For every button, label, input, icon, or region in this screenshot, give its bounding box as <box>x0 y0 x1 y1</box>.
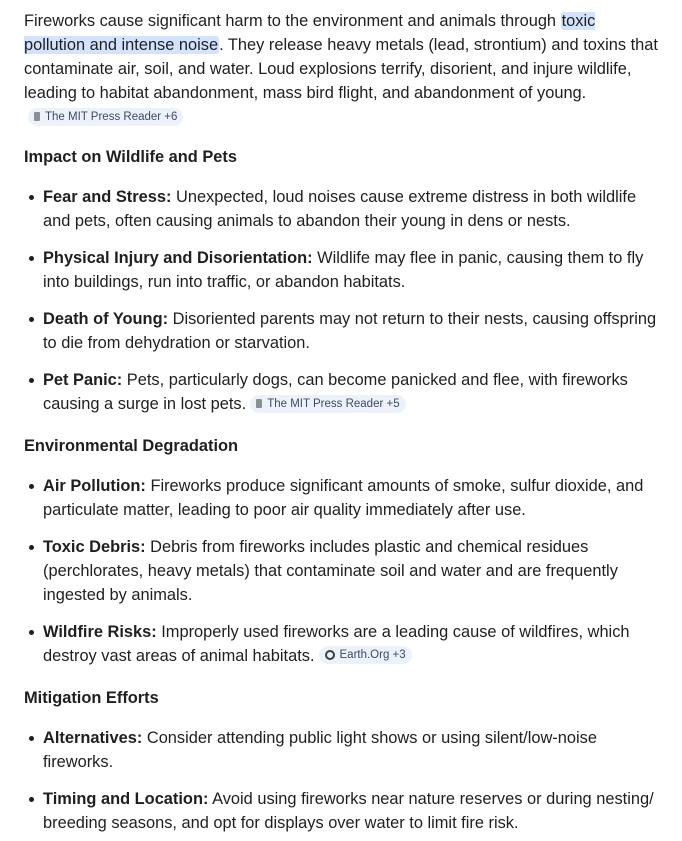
environment-list <box>24 474 658 668</box>
intro-paragraph <box>24 9 658 129</box>
section-heading-mitigation: Mitigation Efforts <box>24 689 159 707</box>
bullet-icon <box>29 195 34 200</box>
intro-text-before: Fireworks cause significant harm to the environment and animals through <box>24 12 561 30</box>
bullet-icon <box>29 545 34 550</box>
bullet-icon <box>29 630 34 635</box>
section-heading-impact: Impact on Wildlife and Pets <box>24 148 237 166</box>
source-chip[interactable] <box>250 395 405 413</box>
item-text: Pets, particularly dogs, can become panicked and flee, with fireworks causing a surge in lost pets. <box>43 371 628 413</box>
list-item <box>43 474 658 522</box>
item-text: Consider attending public light shows or using silent/low-noise fireworks. <box>43 729 597 771</box>
source-chip-label: Earth.Org +3 <box>339 649 406 661</box>
item-text: Disoriented parents may not return to their nests, causing offspring to die from dehydration or starvation. <box>43 310 657 352</box>
item-text: Wildlife may flee in panic, causing them to fly into buildings, run into traffic, or abandon habitats. <box>43 249 644 291</box>
circle-source-icon <box>325 650 335 660</box>
item-text: Unexpected, loud noises cause extreme distress in both wildlife and pets, often causing animals to abandon their young in dens or nests. <box>43 188 637 230</box>
item-term: Air Pollution: <box>43 477 146 495</box>
mitigation-list <box>24 726 658 835</box>
source-chip[interactable] <box>319 646 412 664</box>
item-term: Wildfire Risks: <box>43 623 157 641</box>
list-item <box>43 726 658 774</box>
source-chip[interactable] <box>28 108 183 126</box>
list-item <box>43 535 658 607</box>
bullet-icon <box>29 797 34 802</box>
item-term: Toxic Debris: <box>43 538 146 556</box>
item-term: Alternatives: <box>43 729 143 747</box>
list-item <box>43 787 658 835</box>
item-text: Fireworks produce significant amounts of smoke, sulfur dioxide, and particulate matter, leading to poor air quality immediately after use. <box>43 477 644 519</box>
intro-text-after: . They release heavy metals (lead, strontium) and toxins that contaminate air, soil, and water. Loud explosions terrify, disorient, and injure wildlife, leading to habitat abandonment, mass bird flight, and abandonment of young. <box>24 36 658 102</box>
item-text: Avoid using fireworks near nature reserves or during nesting/ breeding seasons, and opt for displays over water to limit fire risk. <box>43 790 654 832</box>
list-item <box>43 368 658 416</box>
item-term: Pet Panic: <box>43 371 123 389</box>
impact-list <box>24 185 658 416</box>
bullet-icon <box>29 378 34 383</box>
source-chip-label: The MIT Press Reader +6 <box>45 110 178 123</box>
source-chip-label: The MIT Press Reader +5 <box>267 397 400 410</box>
item-term: Fear and Stress: <box>43 188 172 206</box>
list-item <box>43 307 658 355</box>
bullet-icon <box>29 484 34 489</box>
bullet-icon <box>29 256 34 261</box>
bullet-icon <box>29 736 34 741</box>
item-term: Timing and Location: <box>43 790 209 808</box>
item-term: Death of Young: <box>43 310 169 328</box>
item-term: Physical Injury and Disorientation: <box>43 249 313 267</box>
list-item <box>43 185 658 233</box>
bullet-icon <box>29 317 34 322</box>
source-favicon-icon <box>256 399 262 408</box>
list-item <box>43 246 658 294</box>
item-text: Improperly used fireworks are a leading cause of wildfires, which destroy vast areas of animal habitats. <box>43 623 630 665</box>
list-item <box>43 620 658 668</box>
intro-highlight[interactable]: toxic pollution and intense noise <box>24 12 596 54</box>
section-heading-environment: Environmental Degradation <box>24 437 239 455</box>
item-text: Debris from fireworks includes plastic and chemical residues (perchlorates, heavy metals) that contaminate soil and water and are frequently ingested by animals. <box>43 538 618 604</box>
source-favicon-icon <box>34 112 40 121</box>
